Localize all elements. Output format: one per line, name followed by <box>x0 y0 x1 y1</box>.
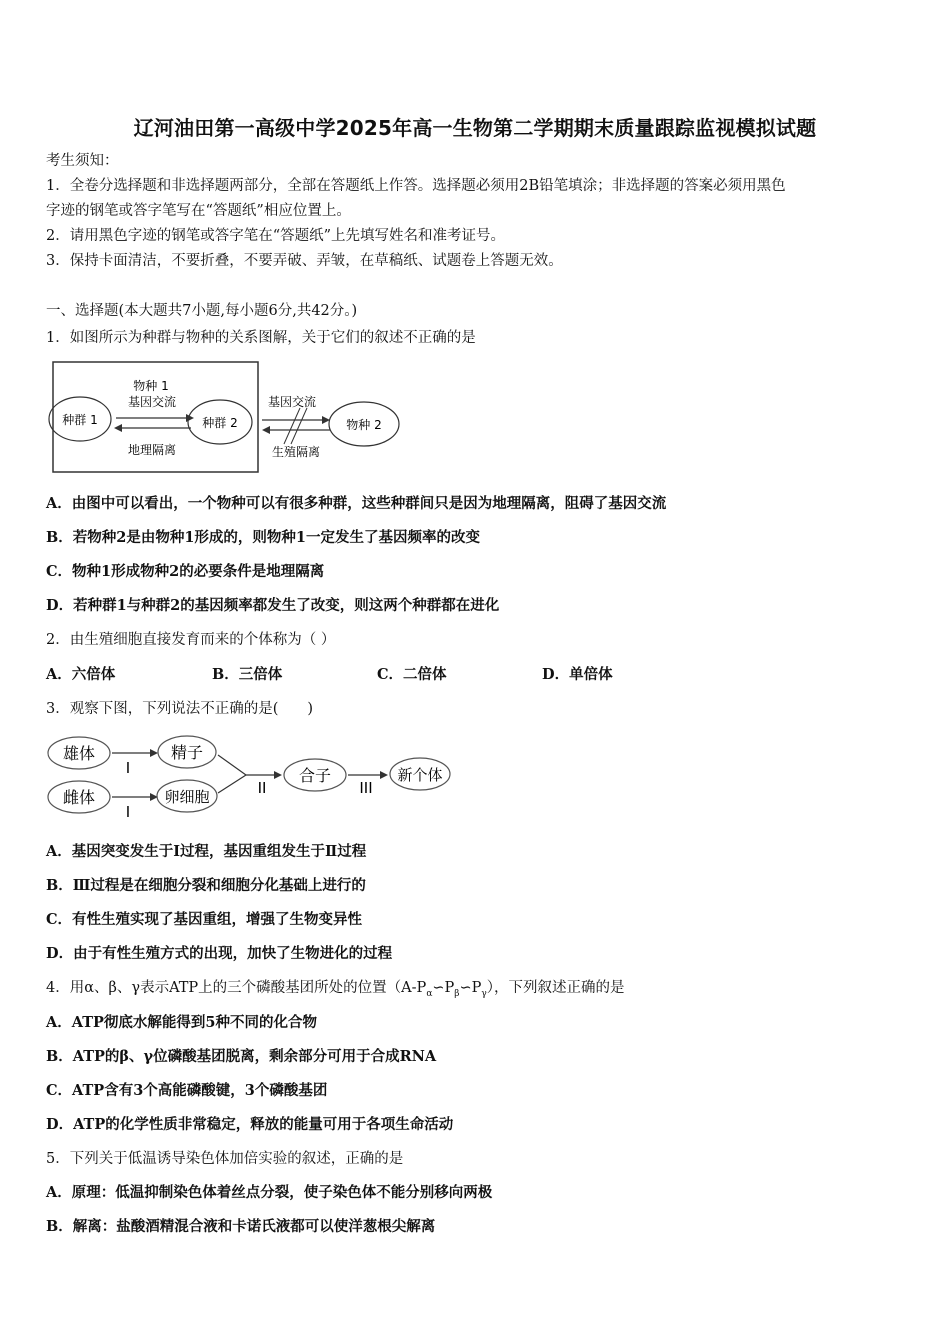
page-title: 辽河油田第一高级中学2025年高一生物第二学期期末质量跟踪监视模拟试题 <box>133 116 817 140</box>
merge-line-top <box>218 755 246 775</box>
sperm-label: 精子 <box>170 743 204 762</box>
geneflow-label: 基因交流 <box>127 395 177 409</box>
q4-sub-alpha: α <box>426 988 433 999</box>
q3-option-a: A．基因突变发生于Ⅰ过程，基因重组发生于Ⅱ过程 <box>46 843 367 860</box>
section-heading: 一、选择题(本大题共7小题,每小题6分,共42分。) <box>46 303 358 319</box>
q5-option-a: A．原理：低温抑制染色体着丝点分裂，使子染色体不能分别移向两极 <box>46 1184 493 1201</box>
q2-option-c: C．二倍体 <box>377 666 447 683</box>
q4-option-a: A．ATP彻底水解能得到5种不同的化合物 <box>46 1014 317 1031</box>
q4-stem-post: ），下列叙述正确的是 <box>486 980 625 996</box>
female-label: 雌体 <box>62 788 96 807</box>
q5-stem: 5．下列关于低温诱导染色体加倍实验的叙述，正确的是 <box>46 1151 404 1167</box>
q4-sep2: ∽P <box>459 980 482 996</box>
notice-line-1b: 字迹的钢笔或答字笔写在“答题纸”相应位置上。 <box>46 203 351 219</box>
pop1-label: 种群 1 <box>62 413 98 427</box>
q1-option-a: A．由图中可以看出，一个物种可以有很多种群，这些种群间只是因为地理隔离，阻碍了基因交流 <box>46 495 667 512</box>
q4-sub-gamma: γ <box>481 988 487 999</box>
q4-option-b: B．ATP的β、γ位磷酸基团脱离，剩余部分可用于合成RNA <box>46 1048 437 1065</box>
notice-heading: 考生须知： <box>46 153 119 169</box>
q1-option-c: C．物种1形成物种2的必要条件是地理隔离 <box>46 563 325 580</box>
egg-label: 卵细胞 <box>164 788 210 806</box>
q3-option-b: B．Ⅲ过程是在细胞分裂和细胞分化基础上进行的 <box>46 877 366 894</box>
q2-option-b: B．三倍体 <box>212 666 283 683</box>
species1-label: 物种 1 <box>133 379 169 393</box>
arrow-I-top-head <box>150 749 158 757</box>
q3-diagram <box>46 733 456 825</box>
notice-line-1a: 1．全卷分选择题和非选择题两部分，全部在答题纸上作答。选择题必须用2B铅笔填涂；非选择题的答案必须用黑色 <box>46 178 786 194</box>
geneflow2-label: 基因交流 <box>267 395 317 409</box>
q3-option-d: D．由于有性生殖方式的出现，加快了生物进化的过程 <box>46 945 393 962</box>
newbody-label: 新个体 <box>397 766 443 784</box>
q4-option-c: C．ATP含有3个高能磷酸键，3个磷酸基团 <box>46 1082 328 1099</box>
block-slash-1 <box>284 408 300 444</box>
q1-stem: 1．如图所示为种群与物种的关系图解，关于它们的叙述不正确的是 <box>46 330 476 346</box>
q4-sub-beta: β <box>454 988 460 999</box>
arrow-left-1-head <box>114 424 122 432</box>
q2-option-a: A．六倍体 <box>46 666 116 683</box>
arrow-II-head <box>274 771 282 779</box>
q3-option-c: C．有性生殖实现了基因重组，增强了生物变异性 <box>46 911 363 928</box>
label-II: II <box>257 779 267 797</box>
pop2-label: 种群 2 <box>202 416 238 430</box>
species2-label: 物种 2 <box>346 418 382 432</box>
label-I-top: I <box>125 759 131 777</box>
arrow-III-head <box>380 771 388 779</box>
block-slash-2 <box>291 408 307 444</box>
repro-label: 生殖隔离 <box>271 445 321 459</box>
male-label: 雄体 <box>62 744 96 763</box>
q4-option-d: D．ATP的化学性质非常稳定，释放的能量可用于各项生命活动 <box>46 1116 454 1133</box>
q4-stem <box>46 976 625 999</box>
q2-option-d: D．单倍体 <box>542 666 613 683</box>
q1-diagram <box>46 358 406 478</box>
label-I-bottom: I <box>125 803 131 821</box>
zygote-label: 合子 <box>298 766 332 785</box>
q1-option-d: D．若种群1与种群2的基因频率都发生了改变，则这两个种群都在进化 <box>46 597 500 614</box>
q2-stem: 2．由生殖细胞直接发育而来的个体称为（ ） <box>46 632 336 648</box>
q5-option-b: B．解离：盐酸酒精混合液和卡诺氏液都可以使洋葱根尖解离 <box>46 1218 436 1235</box>
label-III: III <box>359 779 373 797</box>
q1-option-b: B．若物种2是由物种1形成的，则物种1一定发生了基因频率的改变 <box>46 529 481 546</box>
q4-sep1: ∽P <box>432 980 455 996</box>
merge-line-bottom <box>218 775 246 793</box>
q3-stem: 3．观察下图，下列说法不正确的是( ) <box>46 701 314 717</box>
arrow-left-2-head <box>262 426 270 434</box>
notice-line-2: 2．请用黑色字迹的钢笔或答字笔在“答题纸”上先填写姓名和准考证号。 <box>46 228 506 244</box>
notice-line-3: 3．保持卡面清洁，不要折叠，不要弄破、弄皱，在草稿纸、试题卷上答题无效。 <box>46 253 563 269</box>
q4-stem-pre: 4．用α、β、γ表示ATP上的三个磷酸基团所处的位置（A-P <box>46 980 427 996</box>
geo-label: 地理隔离 <box>127 443 177 457</box>
